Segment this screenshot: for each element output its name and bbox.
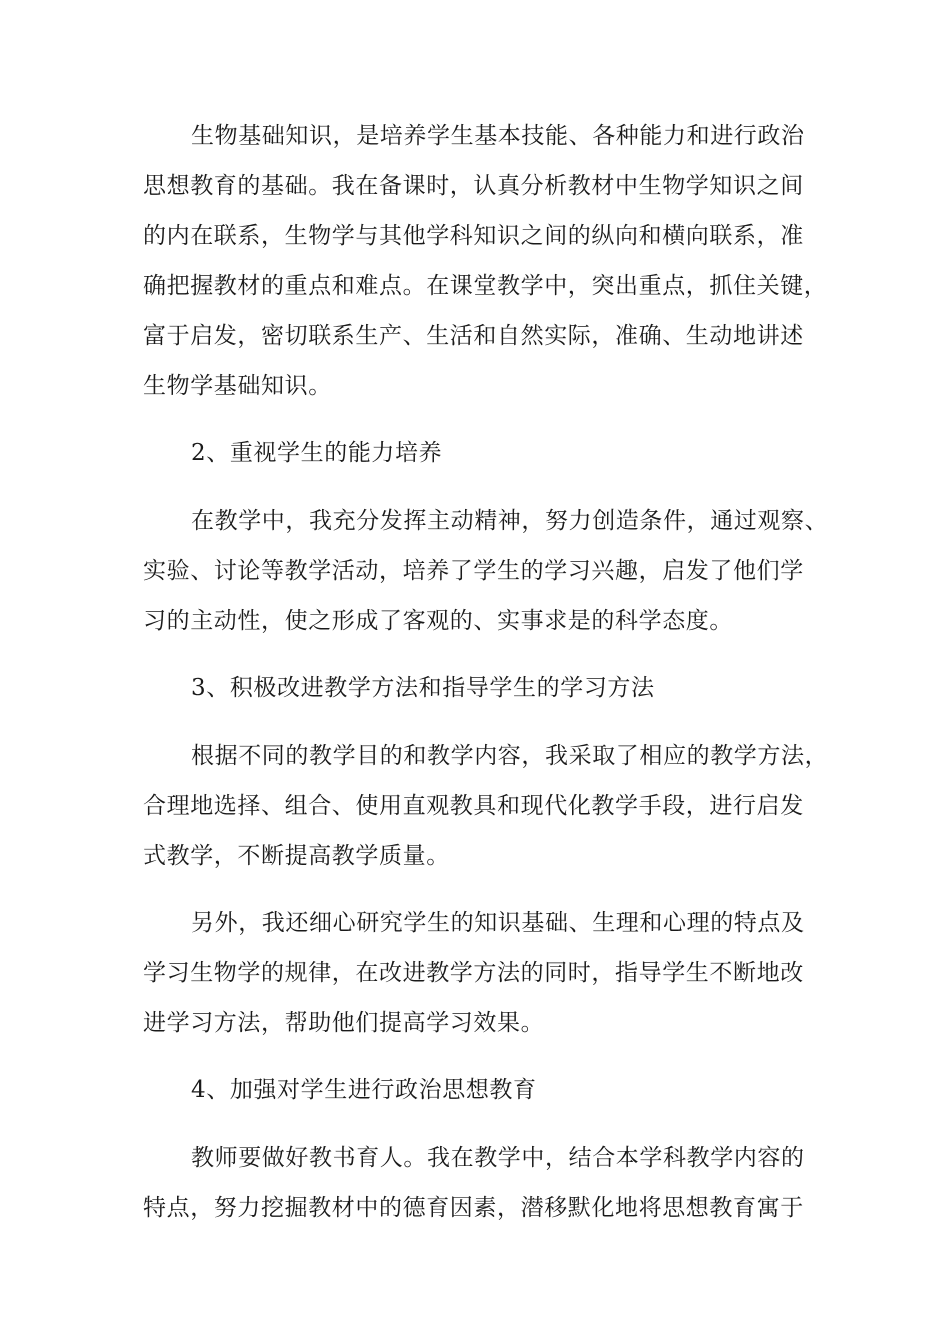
paragraph-line: 确把握教材的重点和难点。在课堂教学中，突出重点，抓住关键， (143, 273, 828, 299)
paragraph-line: 习的主动性，使之形成了客观的、实事求是的科学态度。 (143, 608, 733, 634)
paragraph-line: 富于启发，密切联系生产、生活和自然实际，准确、生动地讲述 (143, 323, 804, 349)
paragraph-line: 另外，我还细心研究学生的知识基础、生理和心理的特点及 (191, 910, 805, 936)
paragraph-line: 学习生物学的规律，在改进教学方法的同时，指导学生不断地改 (143, 960, 804, 986)
paragraph-line: 生物学基础知识。 (143, 373, 332, 399)
paragraph-line: 进学习方法，帮助他们提高学习效果。 (143, 1010, 545, 1036)
paragraph-line: 的内在联系，生物学与其他学科知识之间的纵向和横向联系，准 (143, 223, 804, 249)
paragraph-line: 教师要做好教书育人。我在教学中，结合本学科教学内容的 (191, 1145, 805, 1171)
paragraph-line: 式教学，不断提高教学质量。 (143, 843, 450, 869)
paragraph-line: 特点，努力挖掘教材中的德育因素，潜移默化地将思想教育寓于 (143, 1195, 804, 1221)
section-heading: 4、加强对学生进行政治思想教育 (191, 1077, 537, 1103)
paragraph-line: 在教学中，我充分发挥主动精神，努力创造条件，通过观察、 (191, 508, 829, 534)
section-heading: 2、重视学生的能力培养 (191, 440, 443, 466)
paragraph-line: 生物基础知识，是培养学生基本技能、各种能力和进行政治 (191, 123, 805, 149)
paragraph-line: 思想教育的基础。我在备课时，认真分析教材中生物学知识之间 (143, 173, 804, 199)
section-heading: 3、积极改进教学方法和指导学生的学习方法 (191, 675, 655, 701)
paragraph-line: 合理地选择、组合、使用直观教具和现代化教学手段，进行启发 (143, 793, 804, 819)
paragraph-line: 实验、讨论等教学活动，培养了学生的学习兴趣，启发了他们学 (143, 558, 804, 584)
paragraph-line: 根据不同的教学目的和教学内容，我采取了相应的教学方法， (191, 743, 829, 769)
